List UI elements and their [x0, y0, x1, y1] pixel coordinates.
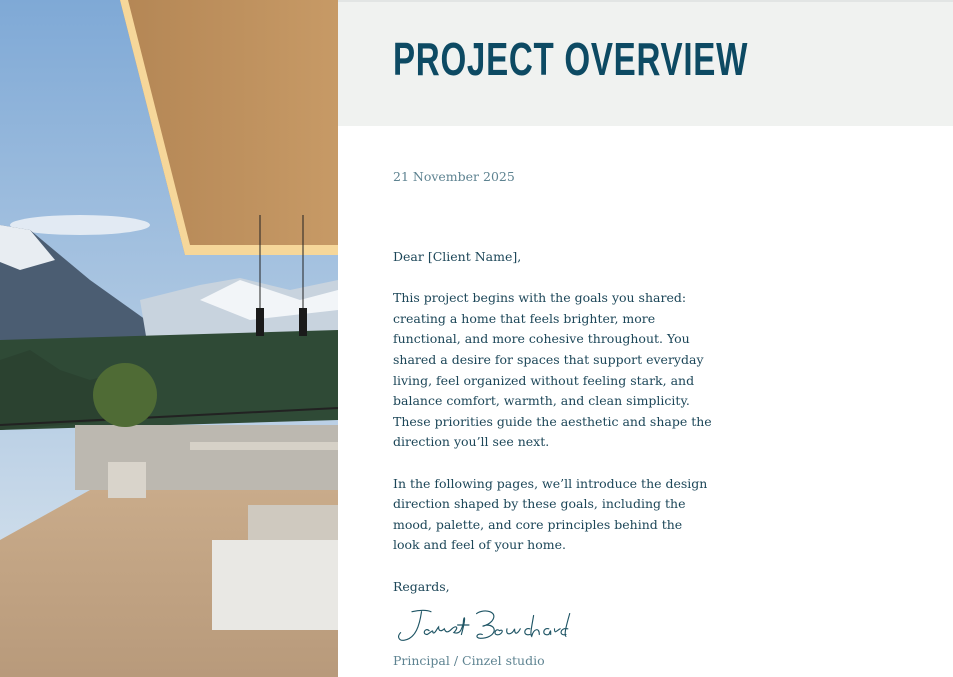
text-line: creating a home that feels brighter, more [393, 310, 656, 326]
page-title: PROJECT OVERVIEW [393, 33, 749, 85]
text-line: mood, palette, and core principles behind the [393, 516, 683, 532]
closing: Regards, [393, 578, 450, 594]
text-line: shared a desire for spaces that support everyday [393, 351, 704, 367]
text-line: living, feel organized without feeling stark, and [393, 372, 695, 388]
paragraph-1 [393, 288, 712, 453]
paragraph-2 [393, 474, 712, 556]
letter-body [393, 247, 712, 618]
header-band [338, 0, 953, 126]
terrace-mountain-photo [0, 0, 338, 677]
signer-role: Principal / Cinzel studio [393, 653, 545, 668]
text-line: In the following pages, we’ll introduce the design [393, 475, 708, 491]
signature [393, 606, 573, 648]
text-line: This project begins with the goals you shared: [393, 290, 687, 306]
text-line: functional, and more cohesive throughout. You [393, 331, 690, 347]
salutation: Dear [Client Name], [393, 249, 522, 264]
text-line: direction you’ll see next. [393, 434, 550, 450]
letter-date: 21 November 2025 [393, 169, 515, 184]
text-line: look and feel of your home. [393, 537, 566, 553]
text-line: direction shaped by these goals, including the [393, 496, 686, 512]
text-line: These priorities guide the aesthetic and shape the [393, 413, 712, 429]
text-line: balance comfort, warmth, and clean simplicity. [393, 393, 690, 409]
